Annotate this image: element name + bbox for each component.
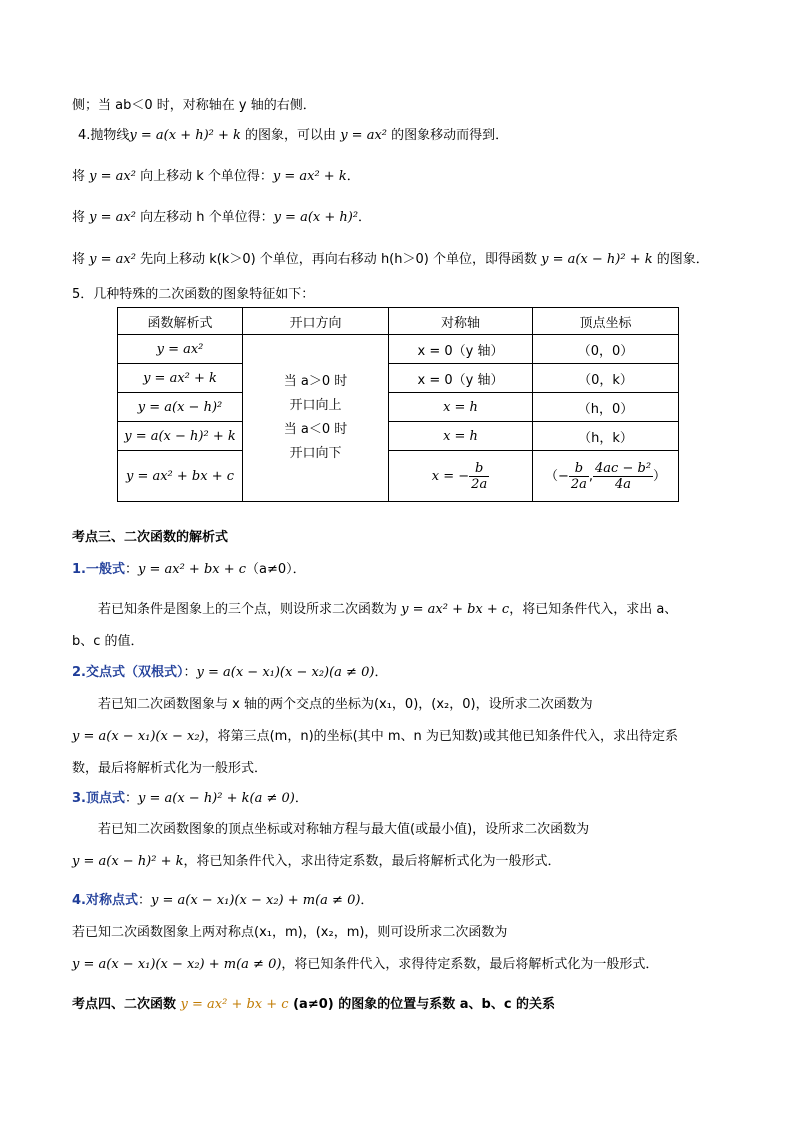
cell-axis: x = 0（y 轴） — [389, 335, 533, 364]
vertex-suffix: ） — [653, 468, 667, 484]
fraction-numerator: 4ac − b² — [595, 460, 652, 476]
opening-cond-1: 当 a＞0 时 — [283, 374, 348, 389]
text-line-1: 侧；当 ab＜0 时，对称轴在 y 轴的右侧． — [72, 98, 316, 113]
table-row — [118, 393, 679, 422]
opening-down: 开口向下 — [289, 446, 342, 461]
cell-formula: y = ax² + bx + c — [118, 451, 243, 502]
text-line-4: 将 y = ax² 向左移动 h 个单位得：y = a(x + h)²． — [72, 210, 372, 225]
fraction-numerator: b — [469, 461, 489, 477]
paragraph-intercept-3: 数，最后将解析式化为一般形式． — [72, 761, 268, 776]
cell-axis — [389, 451, 533, 502]
quadratic-features-table — [117, 307, 679, 502]
text-line-3: 将 y = ax² 向上移动 k 个单位得：y = ax² + k． — [72, 169, 360, 184]
text-line-2: 4.抛物线y = a(x + h)² + k 的图象，可以由 y = ax² 的图象移动而得到． — [78, 128, 509, 143]
cell-axis: x = h — [389, 422, 533, 451]
paragraph-symmetric-2: y = a(x − x₁)(x − x₂) + m(a ≠ 0)，将已知条件代入，求得待定系数，最后将解析式化为一般形式． — [72, 957, 659, 972]
cell-vertex: （h，k） — [533, 422, 679, 451]
cell-axis: x = h — [389, 393, 533, 422]
fraction-numerator: b — [569, 461, 589, 477]
vertex-prefix: （− — [544, 468, 569, 484]
paragraph-vertex-2: y = a(x − h)² + k，将已知条件代入，求出待定系数，最后将解析式化为一般形式． — [72, 854, 561, 869]
paragraph-intercept-1: 若已知二次函数图象与 x 轴的两个交点的坐标为(x₁，0)，(x₂，0)，设所求二次函数为 — [98, 697, 593, 712]
opening-cond-2: 当 a＜0 时 — [283, 422, 348, 437]
table-row — [118, 451, 679, 502]
formula-symmetric-points: 4.对称点式：y = a(x − x₁)(x − x₂) + m(a ≠ 0)． — [72, 893, 374, 908]
cell-formula: y = a(x − h)² + k — [118, 422, 243, 451]
header-formula: 函数解析式 — [118, 308, 243, 335]
opening-up: 开口向上 — [289, 398, 342, 413]
cell-formula: y = ax² + k — [118, 364, 243, 393]
cell-vertex: （0，0） — [533, 335, 679, 364]
cell-formula: y = ax² — [118, 335, 243, 364]
fraction-b-2a — [469, 461, 489, 492]
cell-vertex: （0，k） — [533, 364, 679, 393]
cell-vertex: （− $\frac{b}{2a}$ , $\frac{\text{4ac − b²}}{4a}$ ） — [533, 451, 679, 502]
paragraph-symmetric-1: 若已知二次函数图象上两对称点(x₁，m)，(x₂，m)，则可设所求二次函数为 — [72, 925, 508, 940]
paragraph-general-1: 若已知条件是图象上的三个点，则设所求二次函数为 y = ax² + bx + c，将已知条件代入，求出 a、 — [98, 602, 678, 617]
paragraph-general-2: b、c 的值． — [72, 634, 144, 649]
cell-opening-direction — [243, 335, 389, 502]
section-4-title: 考点四、二次函数 y = ax² + bx + c (a≠0) 的图象的位置与系数 a、b、c 的关系 — [72, 997, 556, 1012]
cell-axis: x = 0（y 轴） — [389, 364, 533, 393]
fraction-denominator: 2a — [471, 476, 488, 492]
fraction-4ac-b2-4a — [593, 461, 653, 492]
axis-prefix: x = − — [431, 468, 470, 484]
text-line-5: 将 y = ax² 先向上移动 k(k＞0) 个单位，再向右移动 h(h＞0) 个单位，即得函数 y = a(x − h)² + k 的图象． — [72, 252, 709, 267]
section-3-title: 考点三、二次函数的解析式 — [72, 530, 229, 545]
header-vertex: 顶点坐标 — [533, 308, 679, 335]
cell-vertex: （h，0） — [533, 393, 679, 422]
table-row — [118, 422, 679, 451]
formula-intercept: 2.交点式（双根式）：y = a(x − x₁)(x − x₂)(a ≠ 0)． — [72, 665, 388, 680]
header-axis: 对称轴 — [389, 308, 533, 335]
cell-formula: y = a(x − h)² — [118, 393, 243, 422]
paragraph-intercept-2: y = a(x − x₁)(x − x₂)，将第三点(m，n)的坐标(其中 m、n 为已知数)或其他已知条件代入，求出待定系 — [72, 729, 678, 744]
paragraph-vertex-1: 若已知二次函数图象的顶点坐标或对称轴方程与最大值(或最小值)，设所求二次函数为 — [98, 822, 590, 837]
fraction-denominator: 4a — [615, 476, 632, 492]
formula-general: 1.一般式：y = ax² + bx + c（a≠0）． — [72, 562, 306, 577]
text-line-6: 5．几种特殊的二次函数的图象特征如下： — [72, 287, 315, 302]
fraction-b-2a — [569, 461, 589, 492]
formula-vertex: 3.顶点式：y = a(x − h)² + k(a ≠ 0)． — [72, 791, 308, 806]
header-opening: 开口方向 — [243, 308, 389, 335]
table-row — [118, 364, 679, 393]
table-header-row — [118, 308, 679, 335]
table-row — [118, 335, 679, 364]
fraction-denominator: 2a — [570, 476, 587, 492]
